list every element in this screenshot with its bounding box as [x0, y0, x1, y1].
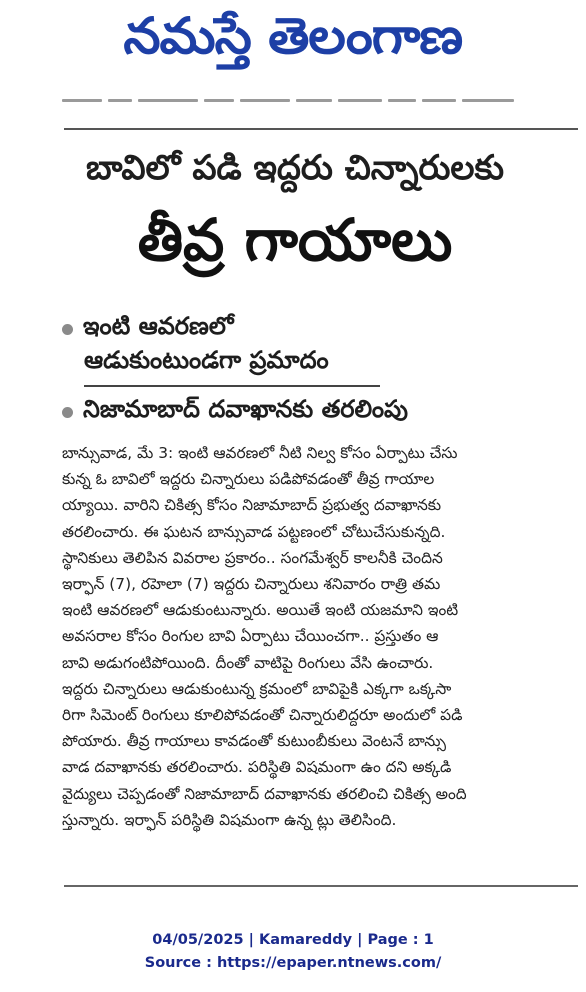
body-line: వాడ దవాఖానకు తరలించారు. పరిస్థితి విషమంగా ఉం దని అక్కడి [62, 758, 452, 777]
source-url[interactable]: Source : https://epaper.ntnews.com/ [144, 955, 442, 971]
edition-info: 04/05/2025 | Kamareddy | Page : 1 [152, 932, 434, 948]
article-body [62, 440, 554, 833]
body-line: అవసరాల కోసం రింగుల బావి ఏర్పాటు చేయించగా.. ప్రస్తుతం ఆ [62, 627, 439, 646]
bullet-2-line-1: నిజామాబాద్ దవాఖానకు తరలింపు [83, 395, 408, 423]
masthead-title: నమస్తే తెలంగాణ [123, 6, 463, 65]
body-line: ఇంటి ఆవరణలో ఆడుకుంటున్నారు. అయితే ఇంటి యజమాని ఇంటి [62, 601, 459, 620]
bullet-item-1 [62, 312, 234, 346]
body-line: య్యాయి. వారిని చికిత్స కోసం నిజామాబాద్ ప్రభుత్వ దవాఖానకు [62, 496, 442, 515]
body-line: తరలించారు. ఈ ఘటన బాన్సువాడ పట్టణంలో చోటుచేసుకున్నది. [62, 522, 446, 541]
body-line: ఇద్దరు చిన్నారులు ఆడుకుంటున్న క్రమంలో బావిపైకి ఎక్కగా ఒక్కసా [62, 679, 452, 698]
article-kicker: బావిలో పడి ఇద్దరు చిన్నారులకు [85, 148, 505, 188]
bullet-1-line-2: ఆడుకుంటుండగా ప్రమాదం [84, 346, 329, 374]
bullet-dot-icon [62, 324, 73, 335]
body-line: స్థానికులు తెలిపిన వివరాల ప్రకారం.. సంగమేశ్వర్ కాలనీకి చెందిన [62, 548, 443, 567]
bullet-1-line-1: ఇంటి ఆవరణలో [83, 312, 234, 340]
body-line: బావి అడుగంటిపోయింది. దీంతో వాటిపై రింగులు వేసి ఉంచారు. [62, 653, 434, 672]
body-line: స్తున్నారు. ఇర్ఫాన్ పరిస్థితి విషమంగా ఉన్న ట్లు తెలిసింది. [62, 810, 397, 829]
body-line: ఇర్ఫాన్ (7), రహెలా (7) ఇద్దరు చిన్నారులు శనివారం రాత్రి తమ [62, 575, 441, 594]
bullet-item-2 [62, 395, 408, 429]
body-line: పోయారు. తీవ్ర గాయాలు కావడంతో కుటుంబీకులు వెంటనే బాన్సు [62, 732, 446, 751]
newspaper-masthead [60, 6, 526, 78]
body-line: రిగా సిమెంట్ రింగులు కూలిపోవడంతో చిన్నారులిద్దరూ అందులో పడి [62, 706, 463, 725]
bullet-underline [84, 385, 380, 387]
article-headline: తీవ్ర గాయాలు [137, 205, 453, 274]
body-line: బాన్సువాడ, మే 3: ఇంటి ఆవరణలో నీటి నిల్వ కోసం ఏర్పాటు చేసు [62, 444, 458, 462]
body-line: కున్న ఓ బావిలో ఇద్దరు చిన్నారులు పడిపోవడంతో తీవ్ర గాయాల [62, 470, 435, 489]
top-divider [64, 128, 578, 130]
cropped-text-strip [62, 93, 522, 107]
bullet-dot-icon [62, 407, 73, 418]
body-line: వైద్యులు చెప్పడంతో నిజామాబాద్ దవాఖానకు తరలించి చికిత్స అంది [62, 784, 467, 803]
bottom-divider [64, 885, 578, 887]
